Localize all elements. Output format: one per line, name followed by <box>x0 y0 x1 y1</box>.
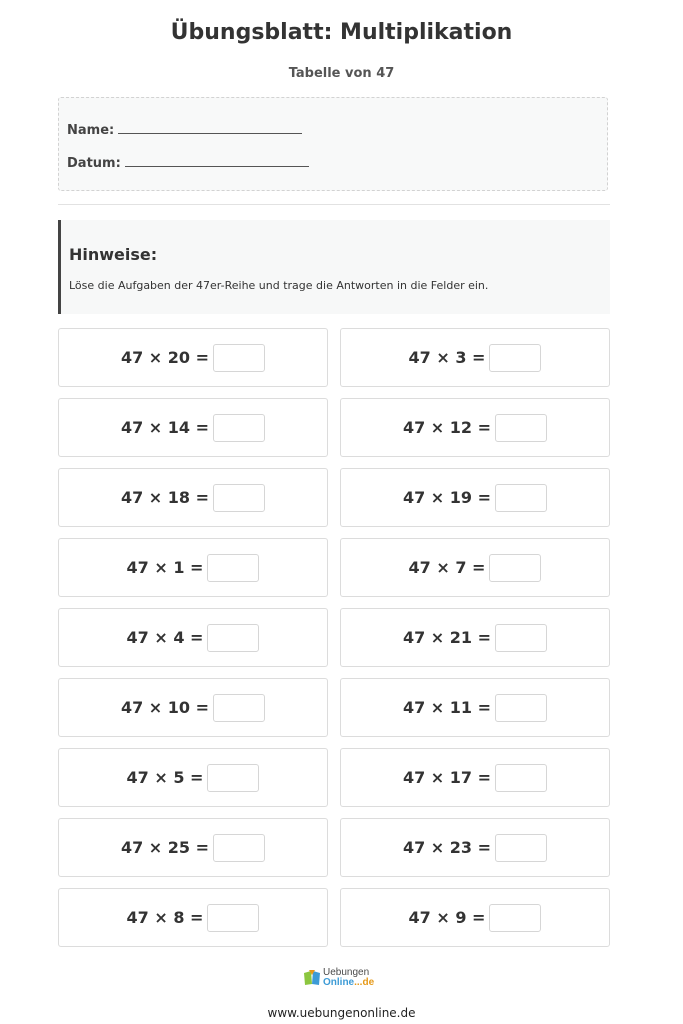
hints-box <box>58 220 610 314</box>
book-icon <box>303 969 321 987</box>
logo-text-top: Uebungen <box>323 967 370 978</box>
name-label: Name: <box>67 123 115 138</box>
answer-input[interactable] <box>495 414 547 442</box>
problem-card <box>58 328 328 387</box>
problem-expression: 47 × 1 = <box>126 558 204 577</box>
answer-input[interactable] <box>489 904 541 932</box>
problem-expression: 47 × 18 = <box>120 488 210 507</box>
problem-card <box>58 398 328 457</box>
problem-card <box>340 818 610 877</box>
site-logo[interactable] <box>303 967 383 991</box>
answer-input[interactable] <box>213 484 265 512</box>
answer-input[interactable] <box>495 834 547 862</box>
problem-card <box>340 748 610 807</box>
problem-card <box>340 538 610 597</box>
problem-card <box>340 678 610 737</box>
problem-card <box>58 608 328 667</box>
problem-grid <box>58 328 610 947</box>
answer-input[interactable] <box>207 904 259 932</box>
answer-input[interactable] <box>207 554 259 582</box>
problem-card <box>58 748 328 807</box>
problem-card <box>340 468 610 527</box>
problem-card <box>58 888 328 947</box>
problem-card <box>340 328 610 387</box>
answer-input[interactable] <box>213 834 265 862</box>
logo-text-bottom <box>323 977 374 988</box>
page-title: Übungsblatt: Multiplikation <box>170 20 513 45</box>
answer-input[interactable] <box>207 624 259 652</box>
problem-expression: 47 × 14 = <box>120 418 210 437</box>
problem-expression: 47 × 5 = <box>126 768 204 787</box>
problem-expression: 47 × 23 = <box>402 838 492 857</box>
problem-card <box>340 608 610 667</box>
problem-expression: 47 × 7 = <box>408 558 486 577</box>
problem-expression: 47 × 21 = <box>402 628 492 647</box>
problem-card <box>58 678 328 737</box>
divider <box>58 204 610 205</box>
footer-url[interactable]: www.uebungenonline.de <box>267 1006 416 1020</box>
answer-input[interactable] <box>489 344 541 372</box>
answer-input[interactable] <box>489 554 541 582</box>
problem-expression: 47 × 25 = <box>120 838 210 857</box>
problem-card <box>340 888 610 947</box>
problem-expression: 47 × 11 = <box>402 698 492 717</box>
name-line[interactable] <box>118 121 302 134</box>
answer-input[interactable] <box>495 694 547 722</box>
answer-input[interactable] <box>495 624 547 652</box>
logo-text-online: Online <box>323 977 355 988</box>
problem-expression: 47 × 20 = <box>120 348 210 367</box>
problem-card <box>58 538 328 597</box>
problem-expression: 47 × 12 = <box>402 418 492 437</box>
date-row <box>67 154 309 171</box>
hints-text: Löse die Aufgaben der 47er-Reihe und trage die Antworten in die Felder ein. <box>69 279 489 292</box>
problem-expression: 47 × 10 = <box>120 698 210 717</box>
answer-input[interactable] <box>213 344 265 372</box>
student-info-box <box>58 97 608 191</box>
answer-input[interactable] <box>495 764 547 792</box>
problem-expression: 47 × 17 = <box>402 768 492 787</box>
problem-expression: 47 × 3 = <box>408 348 486 367</box>
problem-expression: 47 × 8 = <box>126 908 204 927</box>
hints-title: Hinweise: <box>69 245 158 264</box>
answer-input[interactable] <box>213 414 265 442</box>
problem-expression: 47 × 19 = <box>402 488 492 507</box>
problem-card <box>340 398 610 457</box>
problem-expression: 47 × 4 = <box>126 628 204 647</box>
name-row <box>67 121 302 138</box>
logo-text-suffix: ...de <box>354 977 375 988</box>
answer-input[interactable] <box>495 484 547 512</box>
date-label: Datum: <box>67 156 121 171</box>
problem-card <box>58 468 328 527</box>
answer-input[interactable] <box>213 694 265 722</box>
problem-expression: 47 × 9 = <box>408 908 486 927</box>
problem-card <box>58 818 328 877</box>
page-subtitle: Tabelle von 47 <box>288 66 395 81</box>
answer-input[interactable] <box>207 764 259 792</box>
date-line[interactable] <box>125 154 309 167</box>
